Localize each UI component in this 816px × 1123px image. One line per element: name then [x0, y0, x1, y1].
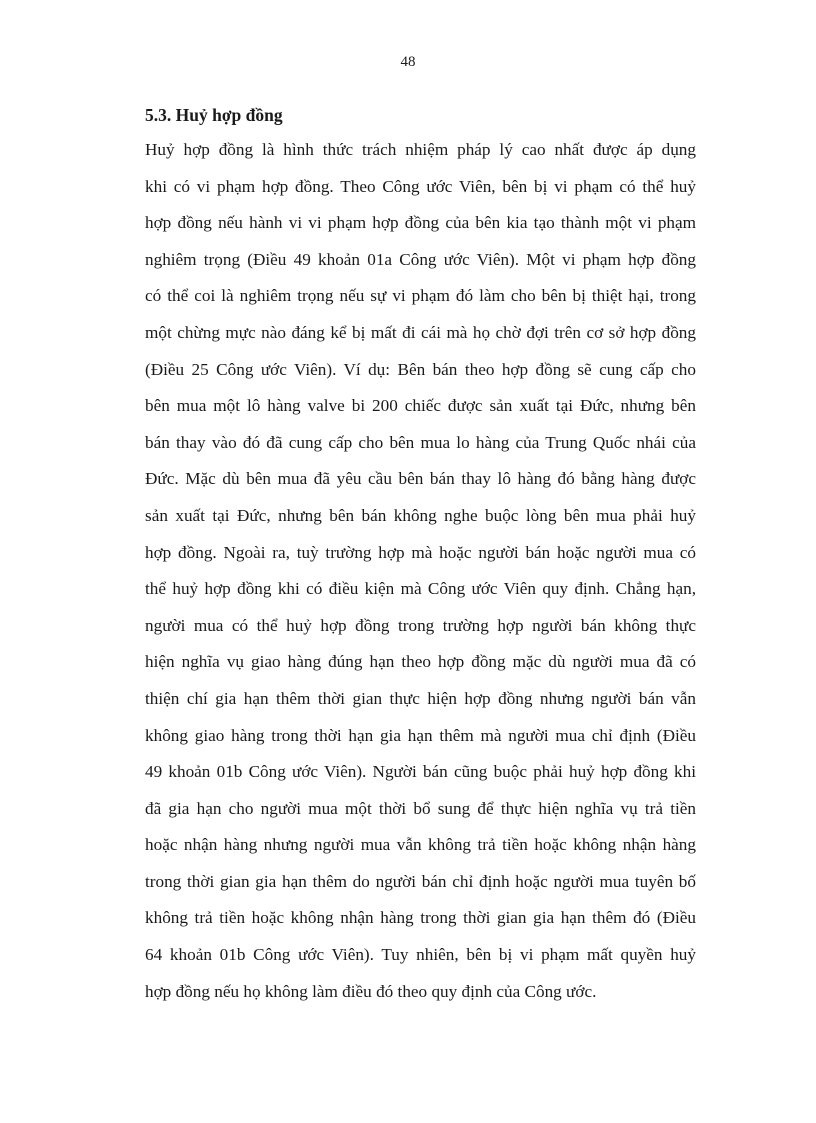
paragraph-line: hiện nghĩa vụ giao hàng đúng hạn theo hợp đồng mặc dù người mua đã có — [145, 652, 696, 672]
paragraph-line: hợp đồng nếu họ không làm điều đó theo quy định của Công ước. — [145, 981, 597, 1001]
paragraph-line: không trả tiền hoặc không nhận hàng trong thời gian gia hạn thêm đó (Điều — [145, 908, 696, 928]
paragraph-line: sản xuất tại Đức, nhưng bên bán không nghe buộc lòng bên mua phải huỷ — [145, 505, 696, 525]
paragraph-line: thể huỷ hợp đồng khi có điều kiện mà Công ước Viên quy định. Chẳng hạn, — [145, 579, 696, 599]
paragraph-line: người mua có thể huỷ hợp đồng trong trường hợp người bán không thực — [145, 615, 696, 635]
paragraph-line: hoặc nhận hàng nhưng người mua vẫn không trả tiền hoặc không nhận hàng — [145, 835, 696, 855]
paragraph-line: Đức. Mặc dù bên mua đã yêu cầu bên bán thay lô hàng đó bằng hàng được — [145, 469, 696, 489]
paragraph-line: trong thời gian gia hạn thêm do người bán chỉ định hoặc người mua tuyên bố — [145, 871, 696, 891]
paragraph-line: nghiêm trọng (Điều 49 khoản 01a Công ước Viên). Một vi phạm hợp đồng — [145, 249, 696, 269]
paragraph-line: bên mua một lô hàng valve bi 200 chiếc được sản xuất tại Đức, nhưng bên — [145, 396, 696, 416]
paragraph-line: 64 khoản 01b Công ước Viên). Tuy nhiên, bên bị vi phạm mất quyền huỷ — [145, 945, 696, 965]
paragraph-line: một chừng mực nào đáng kể bị mất đi cái mà họ chờ đợi trên cơ sở hợp đồng — [145, 322, 696, 342]
paragraph-line: hợp đồng nếu hành vi vi phạm hợp đồng của bên kia tạo thành một vi phạm — [145, 213, 696, 233]
paragraph-line: có thể coi là nghiêm trọng nếu sự vi phạm đó làm cho bên bị thiệt hại, trong — [145, 286, 696, 306]
paragraph-line: bán thay vào đó đã cung cấp cho bên mua lo hàng của Trung Quốc nhái của — [145, 432, 696, 452]
paragraph-line: đã gia hạn cho người mua một thời bổ sung để thực hiện nghĩa vụ trả tiền — [145, 798, 696, 818]
section-heading: 5.3. Huỷ hợp đồng — [145, 105, 283, 125]
paragraph-line: thiện chí gia hạn thêm thời gian thực hiện hợp đồng nhưng người bán vẫn — [145, 688, 696, 708]
paragraph-line: không giao hàng trong thời hạn gia hạn thêm mà người mua chỉ định (Điều — [145, 725, 696, 745]
paragraph-line: hợp đồng. Ngoài ra, tuỳ trường hợp mà hoặc người bán hoặc người mua có — [145, 542, 696, 562]
page-number: 48 — [400, 54, 416, 70]
paragraph-line: (Điều 25 Công ước Viên). Ví dụ: Bên bán theo hợp đồng sẽ cung cấp cho — [145, 359, 696, 379]
paragraph-line: 49 khoản 01b Công ước Viên). Người bán cũng buộc phải huỷ hợp đồng khi — [145, 762, 696, 782]
paragraph-line: Huỷ hợp đồng là hình thức trách nhiệm pháp lý cao nhất được áp dụng — [145, 140, 696, 159]
paragraph-line: khi có vi phạm hợp đồng. Theo Công ước Viên, bên bị vi phạm có thể huỷ — [145, 176, 696, 196]
body-paragraph — [145, 132, 696, 1010]
